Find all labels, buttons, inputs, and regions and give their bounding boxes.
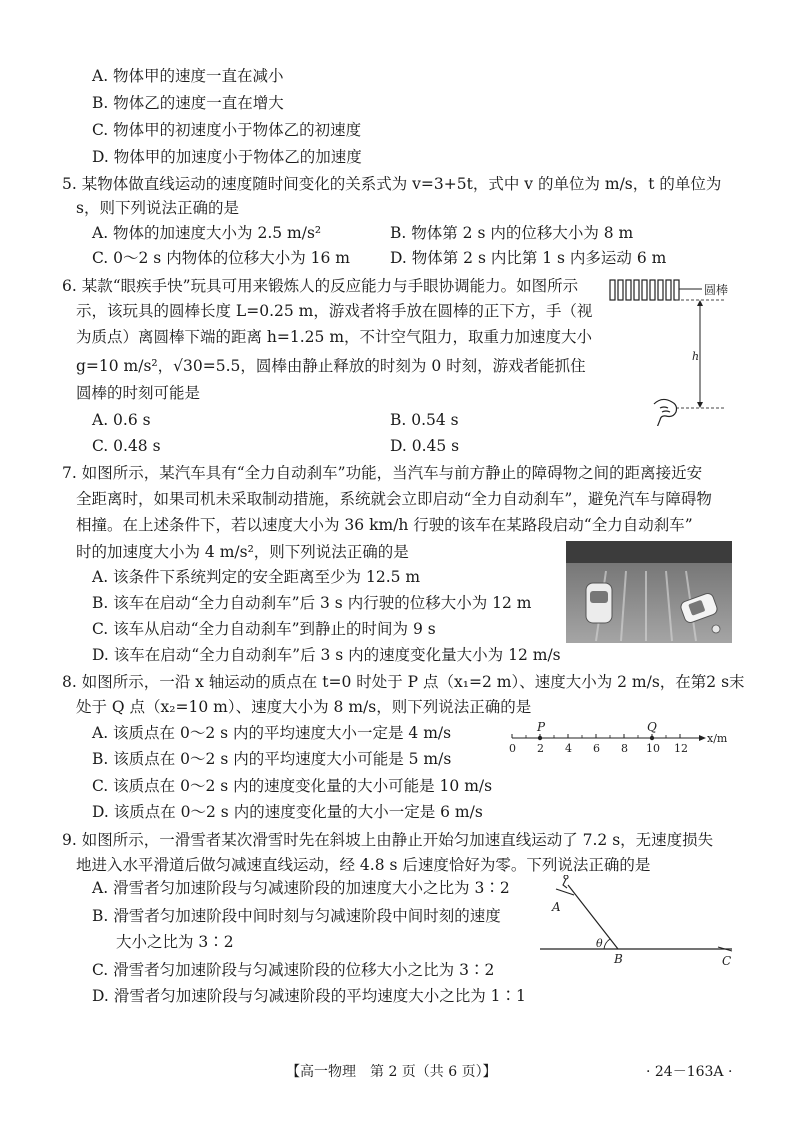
q9-stem-line2: 地进入水平滑道后做匀减速直线运动，经 4.8 s 后速度恰好为零。下列说法正确的是 bbox=[76, 856, 651, 874]
x-axis-ticks bbox=[509, 734, 688, 755]
rod-label: 圆棒 bbox=[704, 283, 729, 297]
q5-option-a: A. 物体的加速度大小为 2.5 m/s² bbox=[92, 224, 322, 242]
theta-label: θ bbox=[596, 937, 603, 950]
point-b-label: B bbox=[614, 952, 623, 966]
skier-icon bbox=[556, 875, 574, 895]
q5-option-d: D. 物体第 2 s 内比第 1 s 内多运动 6 m bbox=[390, 249, 667, 267]
q9-stem-line1: 9. 如图所示，一滑雪者某次滑雪时先在斜坡上由静止开始匀加速直线运动了 7.2 s，无速度损失 bbox=[62, 831, 714, 849]
x-axis-tick-label-8: 8 bbox=[621, 742, 628, 755]
q7-stem-line1: 7. 如图所示，某汽车具有“全力自动刹车”功能，当汽车与前方静止的障碍物之间的距离接近安 bbox=[62, 464, 703, 482]
footer-page-info: 【高一物理 第 2 页（共 6 页）】 bbox=[286, 1064, 497, 1080]
point-q-dot bbox=[650, 736, 654, 740]
x-axis-tick-label-0: 0 bbox=[509, 742, 516, 755]
q9-slope-figure bbox=[540, 875, 740, 967]
x-axis-label: x/m bbox=[707, 732, 728, 745]
x-axis-tick-label-2: 2 bbox=[537, 742, 544, 755]
q6-option-c: C. 0.48 s bbox=[92, 437, 161, 455]
point-p-label: P bbox=[537, 720, 546, 734]
q7-stem-line4: 时的加速度大小为 4 m/s²，则下列说法正确的是 bbox=[76, 543, 409, 561]
q6-stem-line4: g=10 m/s²，√30=5.5，圆棒由静止释放的时刻为 0 时刻，游戏者能抓住 bbox=[76, 357, 586, 375]
q5-stem-line2: s，则下列说法正确的是 bbox=[76, 199, 239, 217]
q6-option-d: D. 0.45 s bbox=[390, 437, 460, 455]
q9-option-b-line2: 大小之比为 3∶2 bbox=[116, 933, 234, 951]
q9-option-c: C. 滑雪者匀加速阶段与匀减速阶段的位移大小之比为 3∶2 bbox=[92, 961, 495, 979]
q6-rod-figure bbox=[604, 276, 754, 426]
q4-option-b: B. 物体乙的速度一直在增大 bbox=[92, 94, 284, 112]
q5-stem-line1: 5. 某物体做直线运动的速度随时间变化的关系式为 v=3+5t，式中 v 的单位为 m/s，t 的单位为 bbox=[62, 175, 722, 193]
q7-stem-line2: 全距离时，如果司机未采取制动措施，系统就会立即启动“全力自动刹车”，避免汽车与障碍物 bbox=[76, 490, 712, 508]
q6-stem-line3: 为质点）离圆棒下端的距离 h=1.25 m，不计空气阻力，取重力加速度大小 bbox=[76, 328, 593, 346]
x-axis-tick-label-6: 6 bbox=[593, 742, 600, 755]
q7-option-a: A. 该条件下系统判定的安全距离至少为 12.5 m bbox=[92, 568, 421, 586]
x-axis-tick-label-10: 10 bbox=[646, 742, 660, 755]
q9-option-b-line1: B. 滑雪者匀加速阶段中间时刻与匀减速阶段中间时刻的速度 bbox=[92, 907, 501, 925]
point-a-label: A bbox=[552, 900, 561, 914]
q5-option-b: B. 物体第 2 s 内的位移大小为 8 m bbox=[390, 224, 634, 242]
x-axis-arrow bbox=[699, 735, 706, 741]
q6-option-b: B. 0.54 s bbox=[390, 411, 459, 429]
q5-option-c: C. 0～2 s 内物体的位移大小为 16 m bbox=[92, 249, 350, 267]
q4-option-a: A. 物体甲的速度一直在减小 bbox=[92, 67, 284, 85]
q7-option-d: D. 该车在启动“全力自动刹车”后 3 s 内的速度变化量大小为 12 m/s bbox=[92, 646, 561, 664]
point-p-dot bbox=[538, 736, 542, 740]
q7-stem-line3: 相撞。在上述条件下，若以速度大小为 36 km/h 行驶的该车在某路段启动“全力自动刹车” bbox=[76, 516, 693, 534]
slope-line bbox=[568, 885, 618, 949]
x-axis-tick-label-4: 4 bbox=[565, 742, 572, 755]
q8-option-c: C. 该质点在 0～2 s 内的速度变化量的大小可能是 10 m/s bbox=[92, 777, 493, 795]
q8-option-a: A. 该质点在 0～2 s 内的平均速度大小一定是 4 m/s bbox=[92, 724, 452, 742]
q4-option-c: C. 物体甲的初速度小于物体乙的初速度 bbox=[92, 121, 362, 139]
q6-option-a: A. 0.6 s bbox=[92, 411, 151, 429]
q8-option-b: B. 该质点在 0～2 s 内的平均速度大小可能是 5 m/s bbox=[92, 750, 452, 768]
point-c-label: C bbox=[722, 954, 732, 967]
h-label: h bbox=[692, 350, 700, 363]
q8-axis-figure bbox=[506, 718, 736, 756]
q8-stem-line1: 8. 如图所示，一沿 x 轴运动的质点在 t=0 时处于 P 点（x₁=2 m）、速度大小为 2 m/s，在第2 s末 bbox=[62, 673, 745, 691]
hand-icon bbox=[654, 399, 677, 426]
q8-option-d: D. 该质点在 0～2 s 内的速度变化量的大小一定是 6 m/s bbox=[92, 803, 483, 821]
q6-stem-line1: 6. 某款“眼疾手快”玩具可用来锻炼人的反应能力与手眼协调能力。如图所示 bbox=[62, 277, 579, 295]
x-axis-tick-label-12: 12 bbox=[674, 742, 688, 755]
theta-arc bbox=[604, 939, 610, 949]
q7-option-b: B. 该车在启动“全力自动刹车”后 3 s 内行驶的位移大小为 12 m bbox=[92, 594, 532, 612]
footer-code: · 24－163A · bbox=[646, 1064, 733, 1080]
q6-stem-line5: 圆棒的时刻可能是 bbox=[76, 384, 201, 402]
q8-stem-line2: 处于 Q 点（x₂=10 m）、速度大小为 8 m/s，则下列说法正确的是 bbox=[76, 698, 532, 716]
rod-array bbox=[610, 280, 679, 300]
q6-stem-line2: 示，该玩具的圆棒长度 L=0.25 m，游戏者将手放在圆棒的正下方，手（视 bbox=[76, 302, 593, 320]
car-left bbox=[586, 583, 612, 623]
point-q-label: Q bbox=[647, 720, 657, 734]
q9-option-d: D. 滑雪者匀加速阶段与匀减速阶段的平均速度大小之比为 1∶1 bbox=[92, 987, 526, 1005]
q9-option-a: A. 滑雪者匀加速阶段与匀减速阶段的加速度大小之比为 3∶2 bbox=[92, 879, 510, 897]
q4-option-d: D. 物体甲的加速度小于物体乙的加速度 bbox=[92, 148, 362, 166]
q7-option-c: C. 该车从启动“全力自动刹车”到静止的时间为 9 s bbox=[92, 620, 436, 638]
q7-car-photo bbox=[566, 541, 732, 643]
